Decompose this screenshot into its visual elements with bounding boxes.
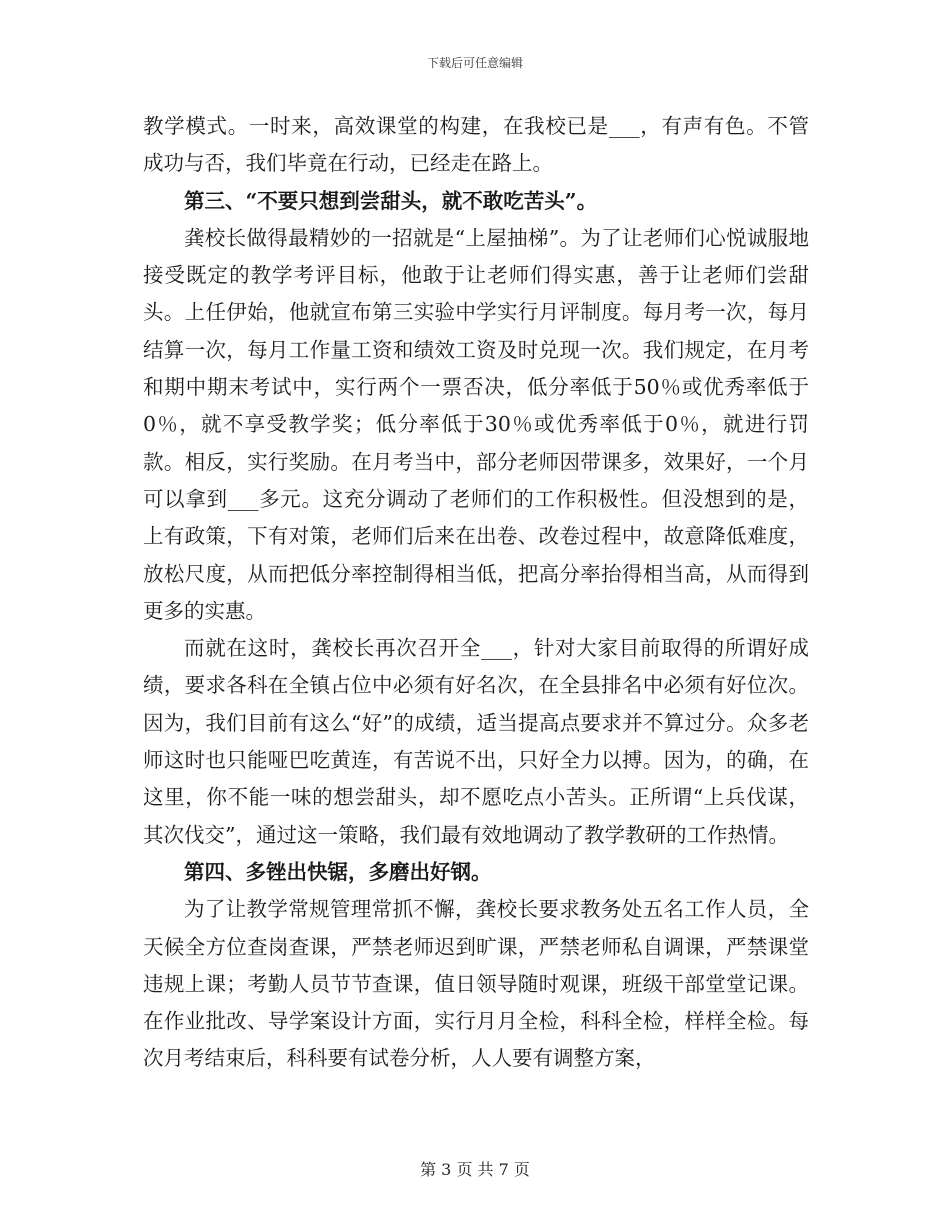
page-number-footer: 第 3 页 共 7 页 bbox=[420, 1160, 530, 1179]
paragraph-continuation: 教学模式。一时来，高效课堂的构建，在我校已是___，有声有色。不管成功与否，我们毕竟在行动，已经走在路上。 bbox=[143, 114, 809, 176]
document-body bbox=[143, 108, 809, 1078]
page-header-note: 下载后可任意编辑 bbox=[426, 56, 523, 70]
paragraph-routine-management: 为了让教学常规管理常抓不懈，龚校长要求教务处五名工作人员，全天候全方位查岗查课，严禁老师迟到旷课，严禁老师私自调课，严禁课堂违规上课；考勤人员节节查课，值日领导随时观课，班级干部堂堂记课。在作业批改、导学案设计方面，实行月月全检，科科全检，样样全检。每次月考结束后，科科要有试卷分析，人人要有调整方案， bbox=[143, 897, 809, 1071]
section-heading-third: 第三、“不要只想到尝甜头，就不敢吃苦头”。 bbox=[184, 188, 598, 213]
paragraph-raised-requirements: 而就在这时，龚校长再次召开全___，针对大家目前取得的所谓好成绩，要求各科在全镇占位中必须有好名次，在全县排名中必须有好位次。因为，我们目前有这么“好”的成绩，适当提高点要求并不算过分。众多老师这时也只能哑巴吃黄连，有苦说不出，只好全力以搏。因为，的确，在这里，你不能一味的想尝甜头，却不愿吃点小苦头。正所谓“上兵伐谋，其次伐交”，通过这一策略，我们最有效地调动了教学教研的工作热情。 bbox=[143, 636, 809, 847]
section-heading-fourth: 第四、多锉出快锯，多磨出好钢。 bbox=[184, 859, 492, 884]
paragraph-monthly-evaluation: 龚校长做得最精妙的一招就是“上屋抽梯”。为了让老师们心悦诚服地接受既定的教学考评目标，他敢于让老师们得实惠，善于让老师们尝甜头。上任伊始，他就宣布第三实验中学实行月评制度。每月考一次，每月结算一次，每月工作量工资和绩效工资及时兑现一次。我们规定，在月考和期中期末考试中，实行两个一票否决，低分率低于50％或优秀率低于0％，就不享受教学奖；低分率低于30％或优秀率低于0％，就进行罚款。相反，实行奖励。在月考当中，部分老师因带课多，效果好，一个月可以拿到___多元。这充分调动了老师们的工作积极性。但没想到的是，上有政策，下有对策，老师们后来在出卷、改卷过程中，故意降低难度，放松尺度，从而把低分率控制得相当低，把高分率抬得相当高，从而得到更多的实惠。 bbox=[143, 225, 809, 623]
